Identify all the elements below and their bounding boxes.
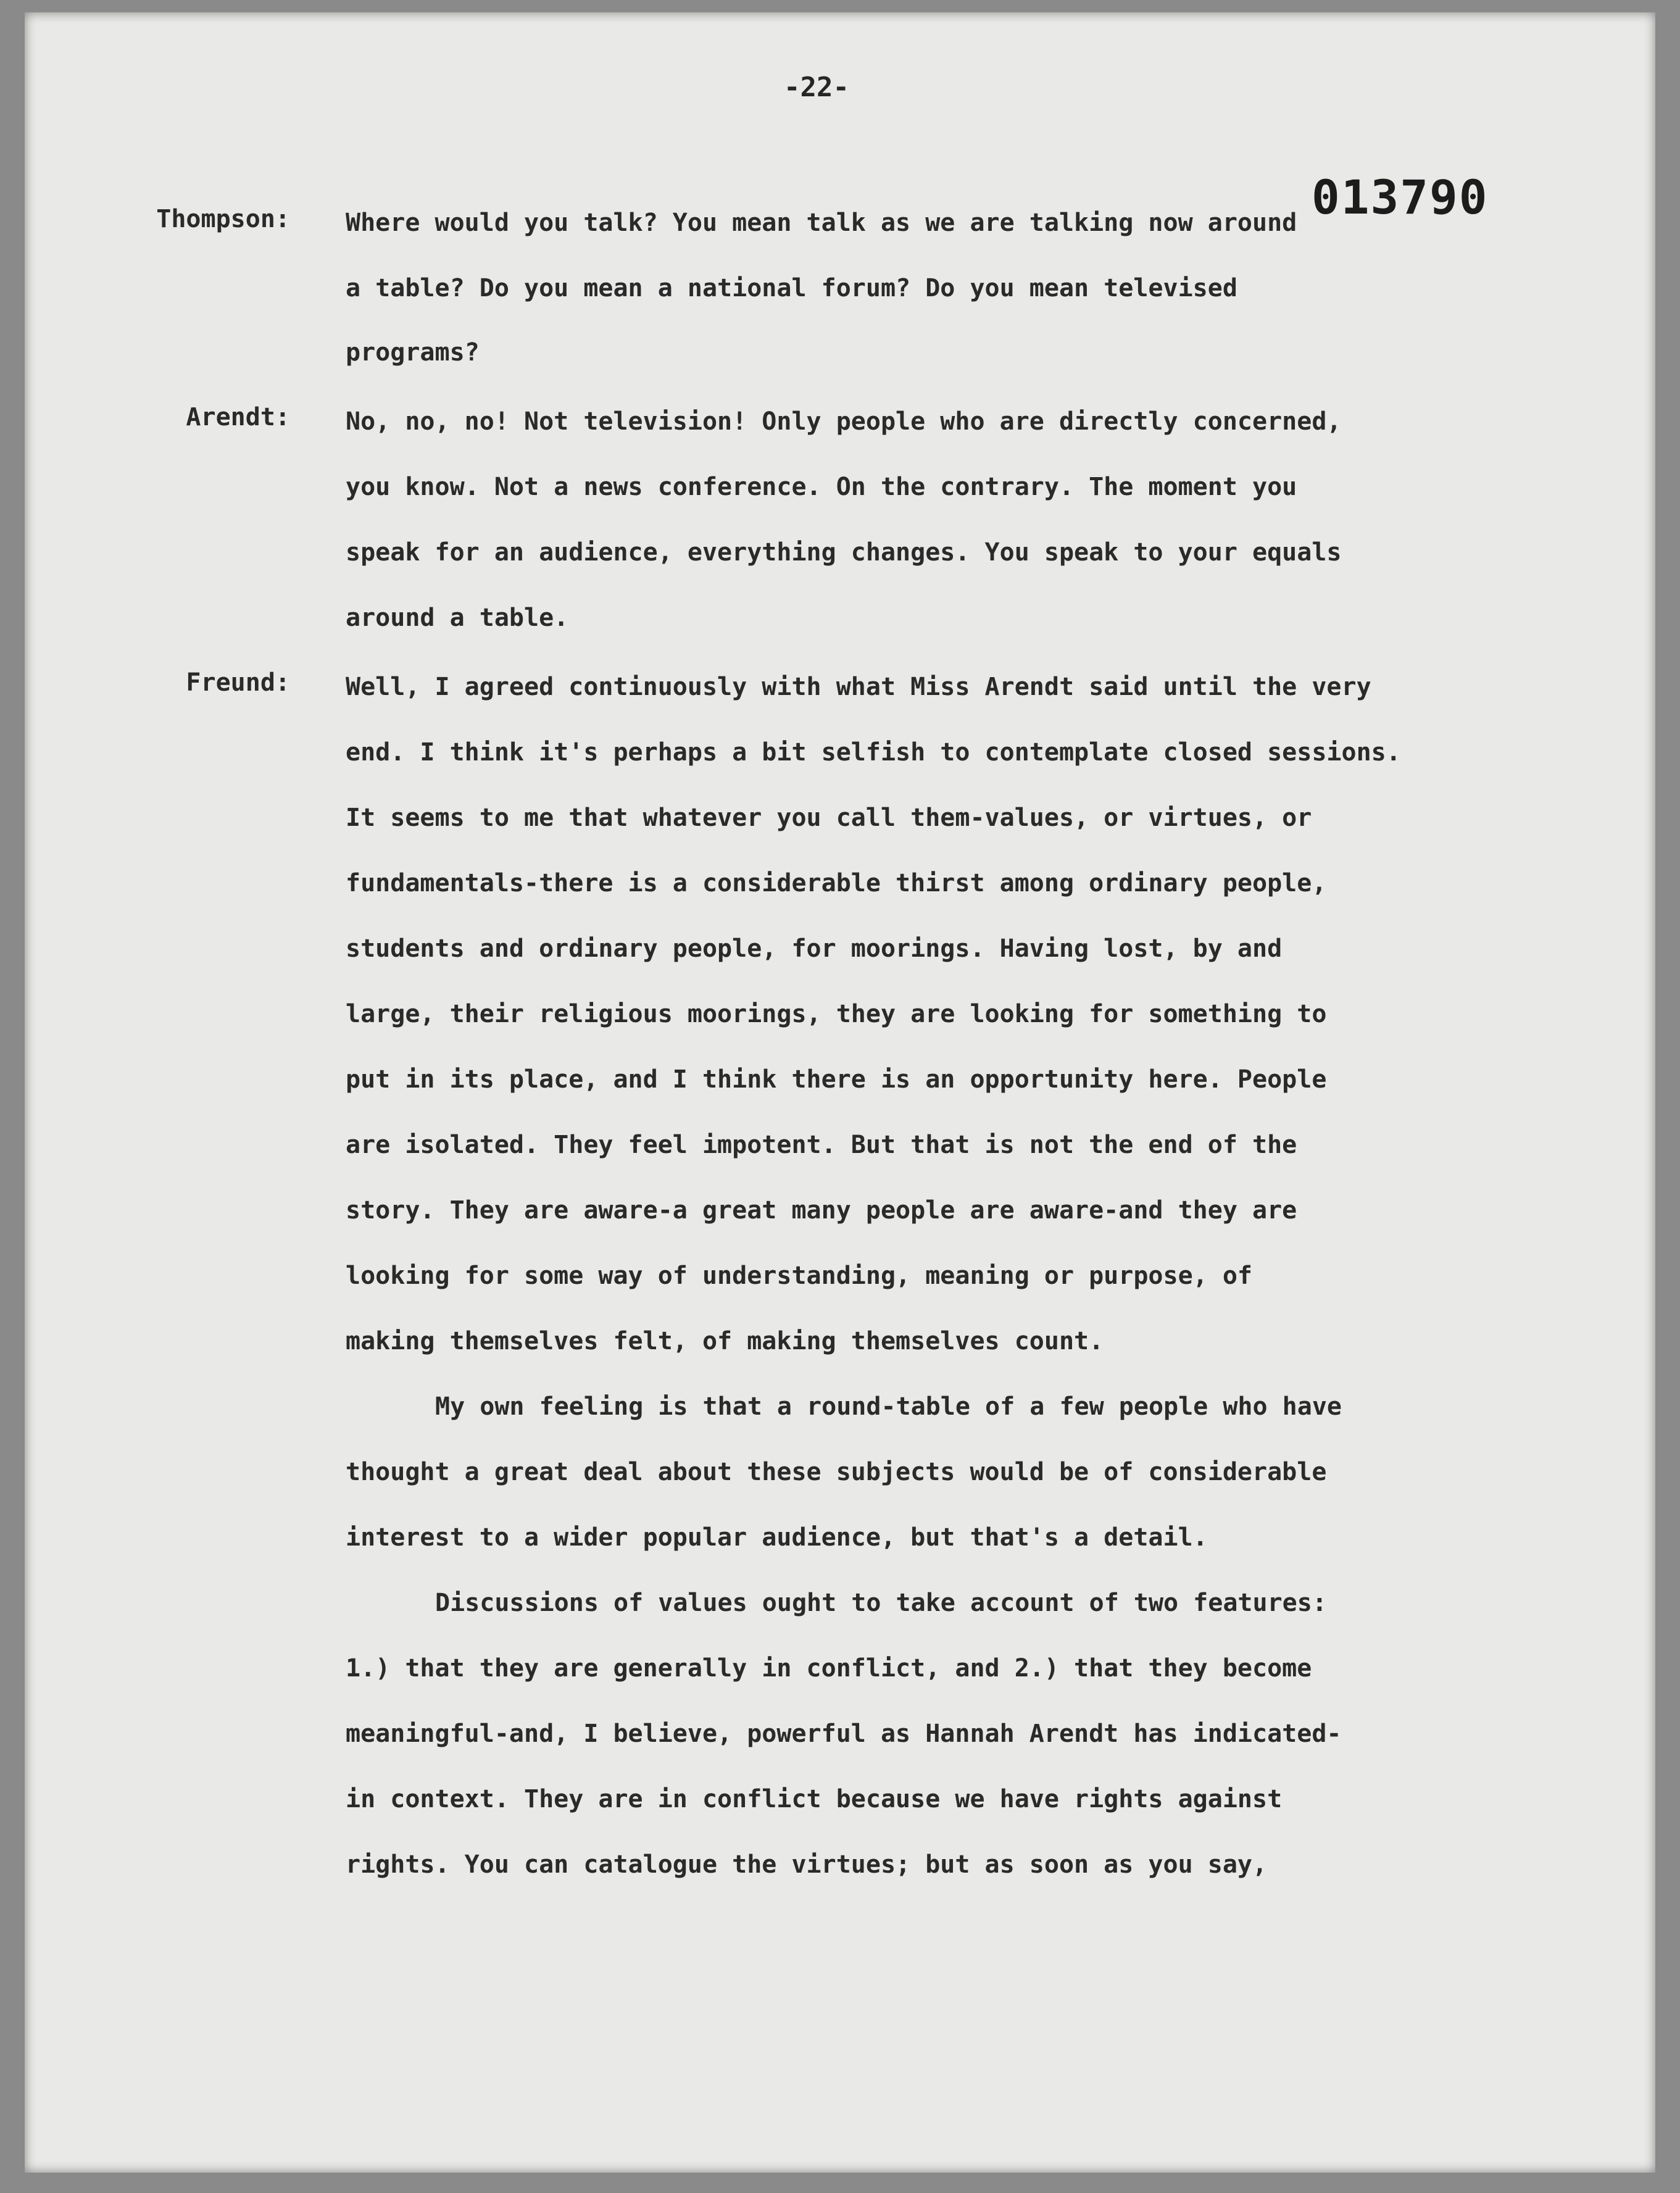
speaker-thompson: Thompson: (156, 205, 290, 233)
text-line: interest to a wider popular audience, but that's a detail. (346, 1523, 1208, 1552)
text-line: making themselves felt, of making themselves count. (346, 1327, 1104, 1355)
speaker-arendt: Arendt: (186, 403, 290, 431)
text-line: My own feeling is that a round-table of a few people who have (435, 1392, 1342, 1421)
archive-stamp-number: 013790 (1312, 170, 1489, 225)
text-line: It seems to me that whatever you call them-values, or virtues, or (346, 804, 1312, 832)
text-line: put in its place, and I think there is an opportunity here. People (346, 1065, 1327, 1094)
text-line: story. They are aware-a great many people are aware-and they are (346, 1196, 1297, 1225)
text-line: meaningful-and, I believe, powerful as Hannah Arendt has indicated- (346, 1720, 1342, 1748)
text-line: in context. They are in conflict because we have rights against (346, 1785, 1283, 1813)
text-line: you know. Not a news conference. On the contrary. The moment you (346, 473, 1297, 501)
text-line: are isolated. They feel impotent. But that is not the end of the (346, 1131, 1297, 1159)
text-line: programs? (346, 338, 480, 367)
transcript-body (25, 12, 1655, 2173)
text-line: end. I think it's perhaps a bit selfish to contemplate closed sessions. (346, 738, 1401, 767)
text-line: a table? Do you mean a national forum? Do you mean televised (346, 274, 1237, 302)
text-line: No, no, no! Not television! Only people who are directly concerned, (346, 407, 1342, 436)
text-line: large, their religious moorings, they are looking for something to (346, 1000, 1327, 1028)
text-line: rights. You can catalogue the virtues; but as soon as you say, (346, 1850, 1268, 1879)
text-line: 1.) that they are generally in conflict, and 2.) that they become (346, 1654, 1312, 1683)
text-line: Where would you talk? You mean talk as we are talking now around (346, 209, 1297, 237)
text-line: around a table. (346, 604, 569, 632)
text-line: thought a great deal about these subjects would be of considerable (346, 1458, 1327, 1486)
text-line: speak for an audience, everything changes. You speak to your equals (346, 538, 1342, 567)
speaker-freund: Freund: (186, 668, 290, 697)
text-line: students and ordinary people, for moorings. Having lost, by and (346, 934, 1283, 963)
text-line: Discussions of values ought to take account of two features: (435, 1589, 1327, 1617)
document-page (25, 12, 1655, 2173)
text-line: Well, I agreed continuously with what Miss Arendt said until the very (346, 673, 1371, 701)
text-line: looking for some way of understanding, meaning or purpose, of (346, 1262, 1253, 1290)
text-line: fundamentals-there is a considerable thirst among ordinary people, (346, 869, 1327, 897)
page-number: -22- (784, 72, 849, 103)
